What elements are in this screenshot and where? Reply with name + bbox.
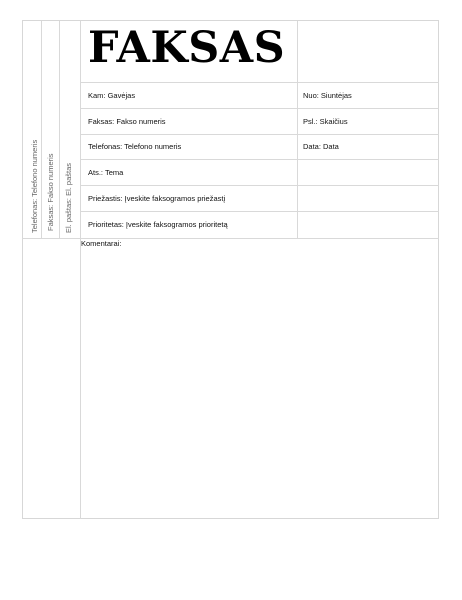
field-to: Kam: Gavėjas (88, 91, 136, 100)
row-divider (81, 82, 439, 83)
sidebar-email: El. paštas: El. paštas (64, 162, 73, 233)
field-re: Ats.: Tema (88, 168, 124, 177)
page-frame (22, 20, 439, 519)
sidebar-divider (41, 21, 42, 239)
row-divider (81, 159, 439, 160)
field-phone: Telefonas: Telefono numeris (88, 142, 182, 151)
comments-label: Komentarai: (81, 239, 122, 248)
page-title: FAKSAS (88, 23, 286, 73)
row-divider (81, 185, 439, 186)
sidebar-fax: Faksas: Fakso numeris (46, 153, 55, 231)
row-divider (81, 108, 439, 109)
sidebar-divider (59, 21, 60, 239)
row-divider (81, 211, 439, 212)
field-date: Data: Data (303, 142, 339, 151)
row-divider (81, 134, 439, 135)
header-column-divider (297, 21, 298, 238)
field-pages: Psl.: Skaičius (303, 117, 348, 126)
sidebar-divider (80, 21, 81, 519)
sidebar-phone: Telefonas: Telefono numeris (30, 139, 39, 233)
field-priority: Prioritetas: Įveskite faksogramos prioritetą (88, 220, 228, 229)
field-reason: Priežastis: Įveskite faksogramos priežastį (88, 194, 226, 203)
field-fax: Faksas: Fakso numeris (88, 117, 166, 126)
field-from: Nuo: Siuntėjas (303, 91, 352, 100)
